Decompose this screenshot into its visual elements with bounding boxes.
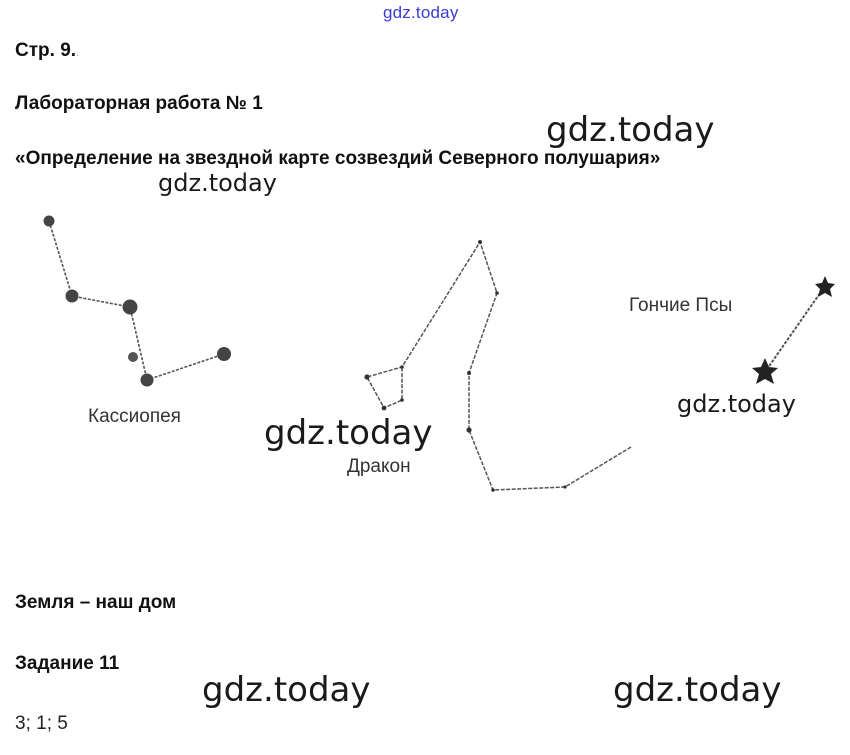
- cassiopeia-label: Кассиопея: [88, 406, 181, 427]
- watermark: gdz.today: [613, 670, 782, 710]
- canes-venatici-line: [765, 286, 825, 372]
- section-title: Земля – наш дом: [15, 592, 177, 613]
- draco-star: [382, 406, 387, 411]
- cassiopeia-figure: [44, 216, 232, 387]
- canes-venatici-star: [752, 358, 778, 384]
- cassiopeia-star: [141, 374, 154, 387]
- watermark: gdz.today: [677, 390, 796, 418]
- cassiopeia-star: [217, 347, 231, 361]
- cassiopeia-star: [44, 216, 55, 227]
- task-answer: 3; 1; 5: [15, 713, 68, 734]
- top-watermark: gdz.today: [383, 3, 459, 22]
- watermark: gdz.today: [202, 670, 371, 710]
- watermark: gdz.today: [546, 110, 715, 150]
- page-reference-text: Стр. 9.: [15, 40, 77, 61]
- draco-star: [491, 488, 495, 492]
- draco-star: [400, 365, 404, 369]
- task-title: Задание 11: [15, 653, 120, 674]
- draco-star: [467, 371, 471, 375]
- draco-label: Дракон: [347, 456, 411, 477]
- canes-venatici-figure: [752, 276, 835, 384]
- watermark: gdz.today: [264, 413, 433, 453]
- draco-figure: [364, 240, 631, 492]
- draco-star: [400, 398, 404, 402]
- cassiopeia-star: [128, 352, 138, 362]
- canes-venatici-star: [815, 276, 835, 297]
- watermark: gdz.today: [158, 169, 277, 197]
- lab-title: Лабораторная работа № 1: [15, 93, 263, 114]
- draco-star: [364, 374, 369, 379]
- lab-subtitle: «Определение на звездной карте созвездий Северного полушария»: [15, 148, 661, 169]
- cassiopeia-star: [66, 290, 79, 303]
- cassiopeia-star: [123, 300, 138, 315]
- draco-star: [466, 427, 471, 432]
- draco-star: [495, 291, 499, 295]
- page-reference-dot: .: [76, 45, 80, 59]
- draco-star: [563, 485, 566, 488]
- canes-venatici-label: Гончие Псы: [629, 295, 733, 316]
- draco-star: [478, 240, 482, 244]
